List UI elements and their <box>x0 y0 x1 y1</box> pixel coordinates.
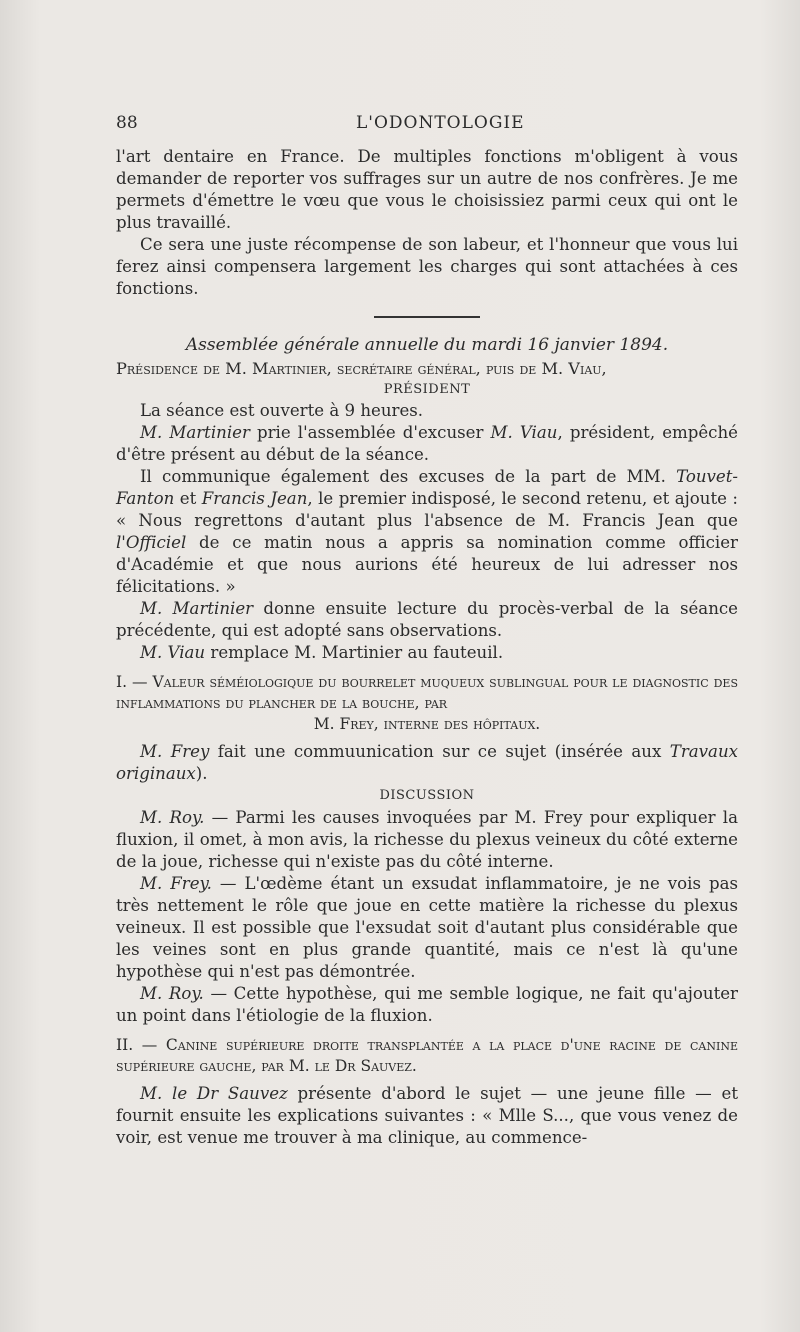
minutes-fauteuil: M. Viau remplace M. Martinier au fauteuil. <box>140 643 504 662</box>
section-rule <box>374 316 480 318</box>
section-1-title <box>116 672 738 735</box>
speaker-name: M. Viau <box>140 643 206 662</box>
person-name: M. Viau <box>490 423 558 442</box>
section-1-paragraph: M. Frey fait une commuunication sur ce sujet (insérée aux Travaux originaux). <box>116 742 738 783</box>
speaker-name: M. Martinier <box>140 423 250 442</box>
person-name: Touvet-Fanton <box>116 467 738 508</box>
speaker-name: M. le Dr Sauvez <box>140 1084 288 1103</box>
presidence-line1: Présidence de M. Martinier, secrétaire général, puis de M. Viau, <box>116 359 607 378</box>
discussion-roy-2: M. Roy. — Cette hypothèse, qui me semble logique, ne fait qu'ajouter un point dans l'étiologie de la fluxion. <box>116 984 738 1025</box>
discussion-heading: DISCUSSION <box>379 788 475 803</box>
speaker-name: M. Martinier <box>140 599 254 618</box>
section-1-title-last: M. Frey, interne des hôpitaux. <box>313 715 541 733</box>
paragraph-continued: l'art dentaire en France. De multiples fonctions m'obligent à vous demander de reporter vos suffrages sur un autre de nos confrères. Je me permets d'émettre le vœu que vous le choisissiez parmi ceux qui ont le plus travaillé. <box>116 147 738 232</box>
page-body <box>116 146 738 1149</box>
person-name: Francis Jean <box>201 489 308 508</box>
running-title: L'ODONTOLOGIE <box>356 113 525 133</box>
presidence-line2: PRÉSIDENT <box>383 382 471 397</box>
speaker-name: M. Roy. <box>140 984 204 1003</box>
section-2-title-text: II. — Canine supérieure droite transplantée a la place d'une racine de canine supérieure gauche, par M. le Dr Sauvez. <box>116 1036 738 1075</box>
journal-name: l'Officiel <box>116 533 187 552</box>
running-header <box>116 113 736 137</box>
speaker-name: M. Frey. <box>140 874 212 893</box>
assembly-heading: Assemblée générale annuelle du mardi 16 janvier 1894. <box>185 335 669 355</box>
speaker-name: M. Roy. <box>140 808 205 827</box>
speaker-name: M. Frey <box>140 742 210 761</box>
paragraph-recompense: Ce sera une juste récompense de son labeur, et l'honneur que vous lui ferez ainsi compensera largement les charges qui sont attachées à ces fonctions. <box>116 235 738 298</box>
section-2-title <box>116 1035 738 1077</box>
page-number: 88 <box>116 113 138 133</box>
section-1-title-main: I. — Valeur séméiologique du bourrelet muqueux sublingual pour le diagnostic des inflammations du plancher de la bouche, par <box>116 673 738 712</box>
presidence-heading <box>116 358 738 400</box>
minutes-communication: Il communique également des excuses de la part de MM. Touvet-Fanton et Francis Jean, le premier indisposé, le second retenu, et ajoute : « Nous regrettons d'autant plus l'absence de M. Francis Jean que l'Officiel de ce matin nous a appris sa nomination comme officier d'Académie et que nous aurions été heureux de lui adresser nos félicitations. » <box>116 467 738 596</box>
section-2-paragraph: M. le Dr Sauvez présente d'abord le sujet — une jeune fille — et fournit ensuite les explications suivantes : « Mlle S..., que vous venez de voir, est venue me trouver à ma clinique, au commence- <box>116 1084 739 1147</box>
minutes-proces-verbal: M. Martinier donne ensuite lecture du procès-verbal de la séance précédente, qui est adopté sans observations. <box>116 599 738 640</box>
discussion-roy-1: M. Roy. — Parmi les causes invoquées par M. Frey pour expliquer la fluxion, il omet, à mon avis, la richesse du plexus veineux du côté externe de la joue, richesse qui n'existe pas du côté interne. <box>116 808 738 871</box>
minutes-opening: La séance est ouverte à 9 heures. <box>140 401 424 420</box>
discussion-frey: M. Frey. — L'œdème étant un exsudat inflammatoire, je ne vois pas très nettement le rôle que joue en cette matière la richesse du plexus veineux. Il est possible que l'exsudat soit d'autant plus considérable que les veines sont en plus grande quantité, mais ce n'est là qu'une hypothèse qui n'est pas démontrée. <box>116 874 738 981</box>
minutes-excuse: M. Martinier prie l'assemblée d'excuser M. Viau, président, empêché d'être présent au début de la séance. <box>116 423 738 464</box>
reference-title: Travaux originaux <box>116 742 738 783</box>
